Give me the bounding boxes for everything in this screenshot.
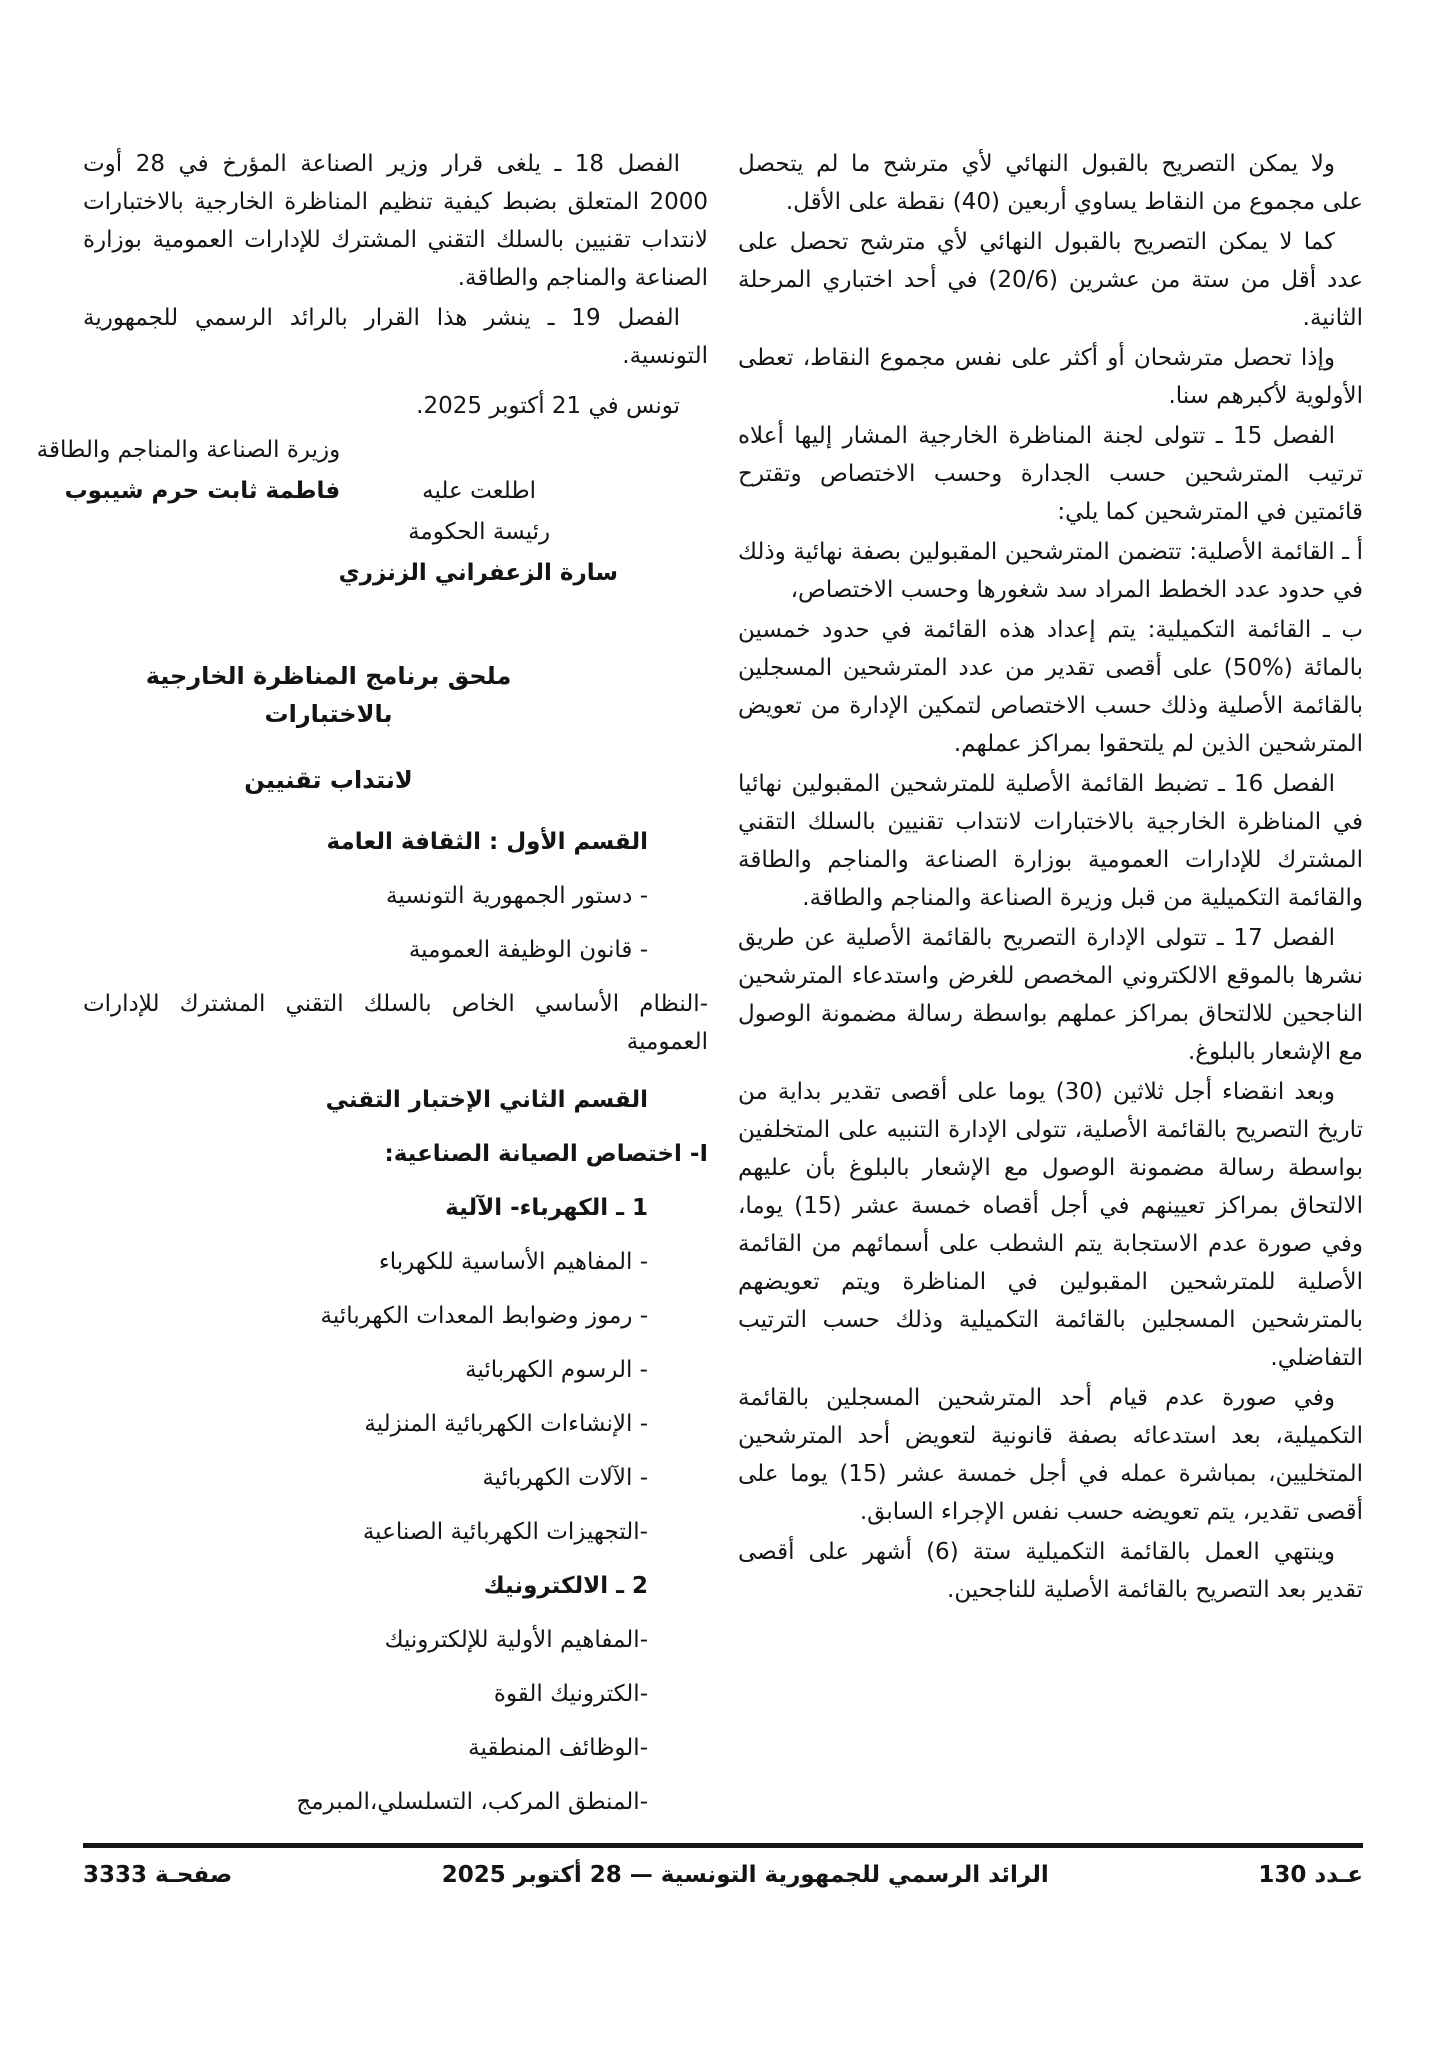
list-item: - المفاهيم الأساسية للكهرباء [378, 1249, 648, 1275]
paragraph-complementary-list-validity: وينتهي العمل بالقائمة التكميلية ستة (6) أشهر على أقصى تقدير بعد التصريح بالقائمة الأصلية للناجحين. [738, 1539, 1363, 1603]
footer-issue-number: عـدد 130 [1258, 1862, 1363, 1888]
paragraph-article-16: الفصل 16 ـ تضبط القائمة الأصلية للمترشحين المقبولين نهائيا في المناظرة الخارجية بالاختبارات لانتداب تقنيين بالسلك التقني المشترك للإدارات العمومية بوزارة الصناعة والمناجم والطاقة والقائمة التكميلية من قبل وزيرة الصناعة والمناجم والطاقة. [738, 771, 1363, 911]
column-right [738, 145, 1363, 1821]
two-column-layout [36, 145, 1364, 1821]
list-item: - الإنشاءات الكهربائية المنزلية [364, 1411, 648, 1437]
paragraph-article-15: الفصل 15 ـ تتولى لجنة المناظرة الخارجية المشار إليها أعلاه ترتيب المترشحين حسب الجدارة وحسب الاختصاص وتقترح قائمتين في المترشحين كما يلي: [738, 423, 1363, 525]
seen-by-label: اطلعت عليه [422, 478, 537, 504]
minister-name: فاطمة ثابت حرم شيبوب [64, 478, 341, 504]
list-item: - رموز وضوابط المعدات الكهربائية [320, 1303, 648, 1329]
list-item: - الآلات الكهربائية [482, 1465, 648, 1491]
paragraph-list-b-complementary-list: ب ـ القائمة التكميلية: يتم إعداد هذه القائمة في حدود خمسين بالمائة (%50) على أقصى تقدير من عدد المترشحين المسجلين بالقائمة الأصلية وذلك حسب الاختصاص لتمكين الإدارة من تعويض المترشحين الذين لم يلتحقوا بمراكز عملهم. [738, 617, 1363, 757]
annex-specialty1-heading: I- اختصاص الصيانة الصناعية: [384, 1141, 708, 1167]
annex-sub2-heading: 2 ـ الالكترونيك [483, 1573, 648, 1599]
list-item: -المفاهيم الأولية للإلكترونيك [384, 1627, 648, 1653]
footer-journal-title-date: الرائد الرسمي للجمهورية التونسية — 28 أكتوبر 2025 [441, 1862, 1049, 1888]
list-item: -المنطق المركب، التسلسلي،المبرمج [296, 1789, 648, 1815]
list-item: - دستور الجمهورية التونسية [386, 883, 648, 909]
footer-divider [83, 1843, 1363, 1848]
paragraph-replacement-procedure: وفي صورة عدم قيام أحد المترشحين المسجلين بالقائمة التكميلية، بعد استدعائه بصفة قانونية لتعويض أحد المترشحين المتخليين، بمباشرة عمله في أجل خمسة عشر (15) يوما على أقصى تقدير، يتم تعويضه حسب نفس الإجراء السابق. [738, 1385, 1363, 1525]
date-line: تونس في 21 أكتوبر 2025. [416, 393, 680, 419]
list-item: -النظام الأساسي الخاص بالسلك التقني المشترك للإدارات العمومية [83, 991, 708, 1055]
signature-block [36, 431, 708, 595]
paragraph-article-17: الفصل 17 ـ تتولى الإدارة التصريح بالقائمة الأصلية عن طريق نشرها بالموقع الالكتروني المخصص للغرض واستدعاء المترشحين الناجحين للالتحاق بمراكز عملهم بواسطة رسالة مضمونة الوصول مع الإشعار بالبلوغ. [738, 925, 1363, 1065]
paragraph-final-admission-40-points: ولا يمكن التصريح بالقبول النهائي لأي مترشح ما لم يتحصل على مجموع من النقاط يساوي أربعين (40) نقطة على الأقل. [738, 151, 1363, 215]
list-item: -التجهيزات الكهربائية الصناعية [362, 1519, 648, 1545]
list-item: - الرسوم الكهربائية [465, 1357, 648, 1383]
pm-title: رئيسة الحكومة [408, 519, 551, 545]
paragraph-30-day-deadline: وبعد انقضاء أجل ثلاثين (30) يوما على أقصى تقدير بداية من تاريخ التصريح بالقائمة الأصلية، تتولى الإدارة التنبيه على المتخلفين بواسطة رسالة مضمونة الوصول مع الإشعار بالبلوغ بأن عليهم الالتحاق بمراكز تعيينهم في أجل أقصاه خمسة عشر (15) يوما، وفي صورة عدم الاستجابة يتم الشطب على أسمائهم من القائمة الأصلية للمترشحين المقبولين في المناظرة ويتم تعويضهم بالمترشحين المسجلين بالقائمة التكميلية وذلك حسب الترتيب التفاضلي. [738, 1079, 1364, 1371]
column-left [36, 145, 708, 1821]
annex-title-line2: لانتداب تقنيين [244, 766, 413, 794]
paragraph-minimum-score-6-of-20: كما لا يمكن التصريح بالقبول النهائي لأي مترشح تحصل على عدد أقل من ستة من عشرين (20/6) في أحد اختباري المرحلة الثانية. [738, 229, 1363, 331]
paragraph-tie-breaker-by-age: وإذا تحصل مترشحان أو أكثر على نفس مجموع النقاط، تعطى الأولوية لأكبرهم سنا. [738, 345, 1363, 409]
paragraph-article-18: الفصل 18 ـ يلغى قرار وزير الصناعة المؤرخ في 28 أوت 2000 المتعلق بضبط كيفية تنظيم المناظرة الخارجية بالاختبارات لانتداب تقنيين بالسلك التقني المشترك للإدارات العمومية بوزارة الصناعة والمناجم والطاقة. [83, 151, 708, 291]
annex-section1-heading: القسم الأول : الثقافة العامة [326, 829, 648, 855]
page-footer [83, 1856, 1363, 1894]
annex-sub1-heading: 1 ـ الكهرباء- الآلية [445, 1195, 648, 1221]
list-item: - قانون الوظيفة العمومية [408, 937, 648, 963]
list-item: -الكترونيك القوة [493, 1681, 648, 1707]
list-item: -الوظائف المنطقية [468, 1735, 648, 1761]
paragraph-article-19: الفصل 19 ـ ينشر هذا القرار بالرائد الرسمي للجمهورية التونسية. [83, 305, 708, 369]
minister-title: وزيرة الصناعة والمناجم والطاقة [36, 437, 341, 463]
pm-name: سارة الزعفراني الزنزري [338, 560, 618, 586]
annex-title-line1: ملحق برنامج المناظرة الخارجية بالاختبارات [145, 662, 512, 728]
paragraph-list-a-main-list: أ ـ القائمة الأصلية: تتضمن المترشحين المقبولين بصفة نهائية وذلك في حدود عدد الخطط المراد سد شغورها وحسب الاختصاص، [738, 539, 1363, 603]
annex-section2-heading: القسم الثاني الإختبار التقني [325, 1087, 648, 1113]
footer-page-number: صفحـة 3333 [83, 1862, 233, 1888]
